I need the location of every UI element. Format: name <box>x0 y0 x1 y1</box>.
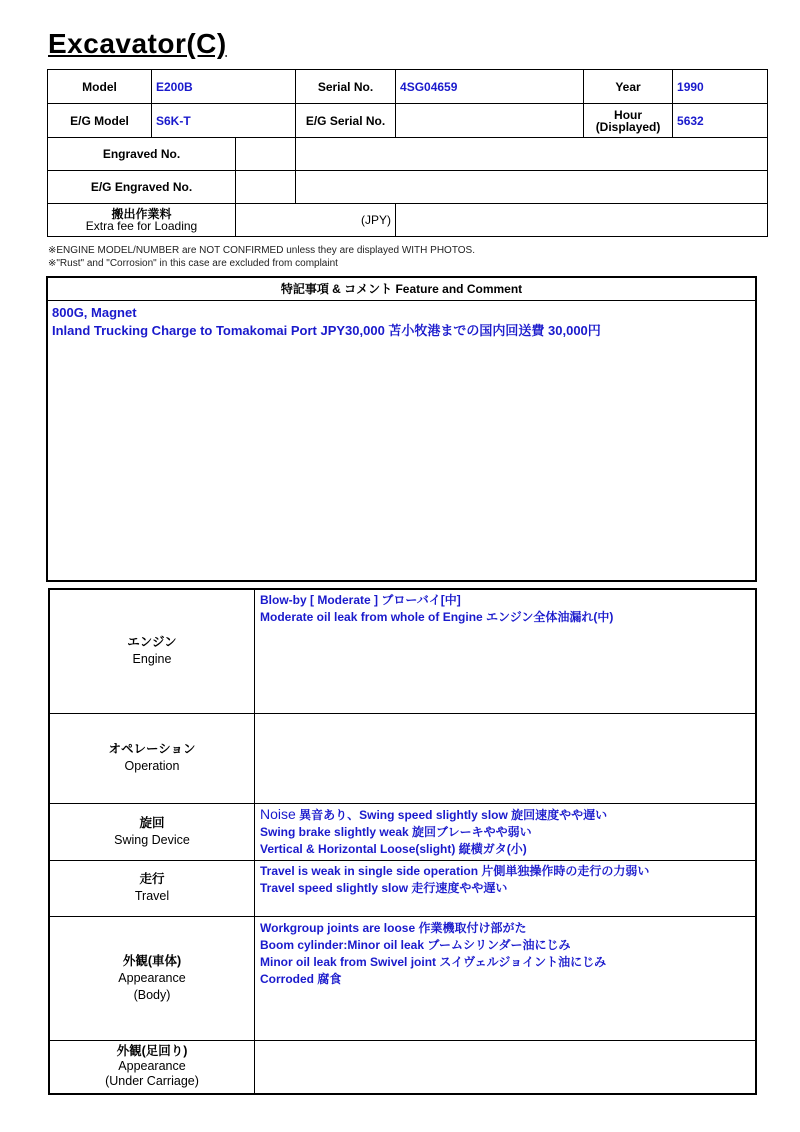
appearance-body-label-jp: 外観(車体) <box>122 953 182 968</box>
appearance-body-label <box>49 916 255 1040</box>
swing-comment-line: Swing brake slightly weak 旋回ブレーキやや弱い <box>260 824 532 839</box>
appearance-uc-label-en: Appearance <box>118 1059 186 1074</box>
eg-engraved-value <box>296 171 768 204</box>
engine-label <box>49 589 255 713</box>
appearance-uc-label-en2: (Under Carriage) <box>105 1074 199 1089</box>
appearance-body-comment-line: Minor oil leak from Swivel joint スイヴェルジョイント油にじみ <box>260 954 607 969</box>
extra-fee-unit: (JPY) <box>236 204 396 237</box>
swing-comment-line: Vertical & Horizontal Loose(slight) 縦横ガタ(小) <box>260 841 527 856</box>
machine-info-table <box>47 69 768 237</box>
condition-row-engine <box>49 589 756 713</box>
engine-comments <box>255 589 757 713</box>
travel-label-jp: 走行 <box>139 872 165 886</box>
travel-comments <box>255 860 757 916</box>
model-value: E200B <box>152 70 296 104</box>
appearance-body-label-en: Appearance <box>118 970 186 985</box>
extra-fee-label-en: Extra fee for Loading <box>85 219 198 233</box>
engraved-value <box>296 138 768 171</box>
hour-value: 5632 <box>673 104 768 138</box>
operation-label <box>49 713 255 803</box>
swing-comment-line <box>260 806 750 824</box>
swing-noise-text: Noise <box>260 805 296 822</box>
swing-label-jp: 旋回 <box>139 815 165 830</box>
travel-comment-line: Travel speed slightly slow 走行速度やや遅い <box>260 880 508 895</box>
eg-engraved-check-cell <box>236 171 296 204</box>
condition-row-operation <box>49 713 756 803</box>
swing-comments <box>255 803 757 860</box>
appearance-body-comment-line: Boom cylinder:Minor oil leak ブームシリンダー油にじみ <box>260 937 571 952</box>
serial-label: Serial No. <box>296 70 396 104</box>
feature-line: Inland Trucking Charge to Tomakomai Port JPY30,000 苫小牧港までの国内回送費 30,000円 <box>52 323 601 338</box>
disclaimer-notes <box>48 244 475 270</box>
appearance-body-comment-line: Workgroup joints are loose 作業機取付け部がた <box>260 920 527 935</box>
operation-label-jp: オペレーション <box>108 742 196 756</box>
eg-model-value: S6K-T <box>152 104 296 138</box>
model-label: Model <box>48 70 152 104</box>
eg-serial-value <box>396 104 584 138</box>
appearance-uc-comments <box>255 1040 757 1094</box>
engine-comment-line: Moderate oil leak from whole of Engine エンジン全体油漏れ(中) <box>260 610 614 624</box>
engine-comment-line: Blow-by [ Moderate ] ブローバイ[中] <box>260 593 461 607</box>
condition-table <box>48 588 757 1095</box>
feature-line: 800G, Magnet <box>52 305 137 320</box>
condition-row-appearance-body <box>49 916 756 1040</box>
engraved-label: Engraved No. <box>48 138 236 171</box>
extra-fee-label <box>48 204 236 237</box>
hour-label-line2: (Displayed) <box>595 119 661 134</box>
condition-row-travel <box>49 860 756 916</box>
appearance-body-label-en2: (Body) <box>133 987 171 1002</box>
swing-label-en: Swing Device <box>114 832 190 847</box>
appearance-body-comments <box>255 916 757 1040</box>
eg-model-label: E/G Model <box>48 104 152 138</box>
extra-fee-value <box>396 204 768 237</box>
travel-label-en: Travel <box>134 889 170 903</box>
appearance-body-comment-line: Corroded 腐食 <box>260 971 342 986</box>
engraved-check-cell <box>236 138 296 171</box>
hour-label <box>584 104 673 138</box>
engine-label-jp: エンジン <box>127 635 177 650</box>
note-rust: ※"Rust" and "Corrosion" in this case are excluded from complaint <box>48 258 338 269</box>
condition-row-swing <box>49 803 756 860</box>
hour-label-line1: Hour <box>614 107 643 122</box>
feature-header: 特記事項 & コメント Feature and Comment <box>48 278 755 301</box>
condition-row-appearance-undercarriage <box>49 1040 756 1094</box>
appearance-uc-label-jp: 外観(足回り) <box>116 1044 188 1059</box>
note-engine-model: ※ENGINE MODEL/NUMBER are NOT CONFIRMED unless they are displayed WITH PHOTOS. <box>48 245 475 256</box>
page-title: Excavator(C) <box>48 28 227 59</box>
year-label: Year <box>584 70 673 104</box>
eg-engraved-label: E/G Engraved No. <box>48 171 236 204</box>
appearance-uc-label <box>49 1040 255 1094</box>
operation-label-en: Operation <box>124 759 180 773</box>
serial-value: 4SG04659 <box>396 70 584 104</box>
swing-comment-text: 異音あり、Swing speed slightly slow 旋回速度やや遅い <box>295 807 608 822</box>
year-value: 1990 <box>673 70 768 104</box>
travel-label <box>49 860 255 916</box>
engine-label-en: Engine <box>132 652 172 667</box>
eg-serial-label: E/G Serial No. <box>296 104 396 138</box>
travel-comment-line: Travel is weak in single side operation 片側単独操作時の走行の力弱い <box>260 863 650 878</box>
operation-comments <box>255 713 757 803</box>
swing-label <box>49 803 255 860</box>
extra-fee-label-jp: 搬出作業料 <box>111 207 172 221</box>
feature-comment-box <box>46 276 757 582</box>
feature-body <box>48 301 755 343</box>
